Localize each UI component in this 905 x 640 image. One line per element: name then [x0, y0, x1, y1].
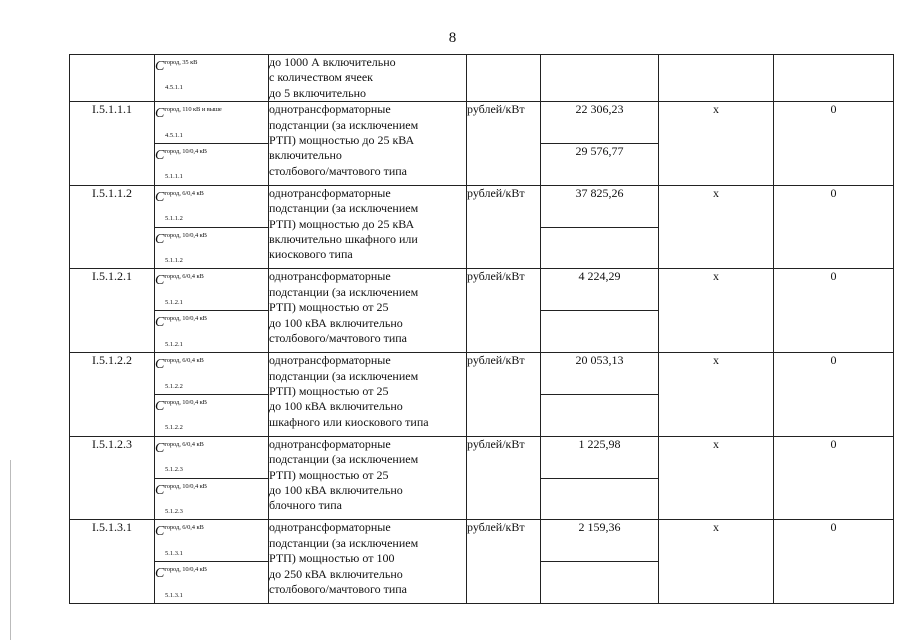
tariff-symbol: $C^{город, 110 кВ и выше}$ 4.5.1.1	[155, 106, 222, 139]
table-row	[70, 269, 894, 311]
tariff-symbol: $C^{город, 10/0,4 кВ}$ 5.1.1.1	[155, 148, 207, 181]
table-row	[70, 102, 894, 144]
code-cell	[70, 55, 155, 102]
description-cell: однотрансформаторные подстанции (за исключением РТП) мощностью от 25 до 100 кВА включительно блочного типа	[269, 436, 467, 520]
x-cell: х	[659, 436, 774, 520]
zero-cell: 0	[774, 353, 894, 437]
value-cell	[541, 55, 659, 102]
x-cell: х	[659, 353, 774, 437]
unit-cell: рублей/кВт	[467, 102, 541, 186]
table-row	[70, 436, 894, 478]
description-cell: до 1000 А включительно с количеством ячеек до 5 включительно	[269, 55, 467, 102]
symbol-cell	[155, 353, 269, 395]
value-cell	[541, 311, 659, 353]
value-cell: 1 225,98	[541, 436, 659, 478]
code-cell: I.5.1.2.1	[70, 269, 155, 353]
tariff-symbol: $C^{город, 10/0,4 кВ}$ 5.1.3.1	[155, 566, 207, 599]
value-cell: 22 306,23	[541, 102, 659, 144]
tariff-symbol: $C^{город, 10/0,4 кВ}$ 5.1.2.3	[155, 482, 207, 515]
zero-cell: 0	[774, 520, 894, 604]
symbol-cell	[155, 185, 269, 227]
x-cell: х	[659, 102, 774, 186]
table-row-top	[70, 55, 894, 102]
description-cell: однотрансформаторные подстанции (за исключением РТП) мощностью от 25 до 100 кВА включительно шкафного или киоскового типа	[269, 353, 467, 437]
x-cell: х	[659, 185, 774, 269]
zero-cell: 0	[774, 436, 894, 520]
value-cell	[541, 227, 659, 269]
unit-cell	[467, 55, 541, 102]
code-cell: I.5.1.1.2	[70, 185, 155, 269]
tariff-symbol: $C^{город, 6/0,4 кВ}$ 5.1.2.1	[155, 273, 204, 306]
description-cell: однотрансформаторные подстанции (за исключением РТП) мощностью от 100 до 250 кВА включительно столбового/мачтового типа	[269, 520, 467, 604]
symbol-cell	[155, 55, 269, 102]
x-cell: х	[659, 269, 774, 353]
symbol-cell	[155, 520, 269, 562]
unit-cell: рублей/кВт	[467, 185, 541, 269]
tariff-symbol: $C^{город, 35 кВ}$ 4.5.1.1	[155, 59, 198, 92]
description-cell: однотрансформаторные подстанции (за исключением РТП) мощностью до 25 кВА включительно столбового/мачтового типа	[269, 102, 467, 186]
code-cell: I.5.1.2.2	[70, 353, 155, 437]
value-cell	[541, 478, 659, 520]
symbol-cell	[155, 311, 269, 353]
symbol-cell	[155, 436, 269, 478]
symbol-cell	[155, 269, 269, 311]
tariff-symbol: $C^{город, 10/0,4 кВ}$ 5.1.2.1	[155, 315, 207, 348]
symbol-cell	[155, 562, 269, 604]
symbol-cell	[155, 102, 269, 144]
tariff-symbol: $C^{город, 6/0,4 кВ}$ 5.1.2.3	[155, 440, 204, 474]
value-cell: 29 576,77	[541, 144, 659, 186]
zero-cell	[774, 55, 894, 102]
table-row	[70, 353, 894, 395]
tariff-table	[69, 54, 894, 604]
unit-cell: рублей/кВт	[467, 269, 541, 353]
zero-cell: 0	[774, 269, 894, 353]
tariff-symbol: $C^{город, 10/0,4 кВ}$ 5.1.2.2	[155, 398, 207, 432]
value-cell: 2 159,36	[541, 520, 659, 562]
x-cell	[659, 55, 774, 102]
tariff-symbol: $C^{город, 6/0,4 кВ}$ 5.1.1.2	[155, 189, 204, 223]
symbol-cell	[155, 144, 269, 186]
tariff-symbol: $C^{город, 10/0,4 кВ}$ 5.1.1.2	[155, 231, 207, 265]
unit-cell: рублей/кВт	[467, 520, 541, 604]
value-cell: 20 053,13	[541, 353, 659, 395]
unit-cell: рублей/кВт	[467, 436, 541, 520]
table-row	[70, 520, 894, 562]
value-cell: 37 825,26	[541, 185, 659, 227]
scan-margin-line	[10, 460, 11, 640]
symbol-cell	[155, 227, 269, 269]
tariff-symbol: $C^{город, 6/0,4 кВ}$ 5.1.2.2	[155, 357, 204, 390]
x-cell: х	[659, 520, 774, 604]
tariff-symbol: $C^{город, 6/0,4 кВ}$ 5.1.3.1	[155, 524, 204, 557]
value-cell: 4 224,29	[541, 269, 659, 311]
symbol-cell	[155, 478, 269, 520]
description-cell: однотрансформаторные подстанции (за исключением РТП) мощностью от 25 до 100 кВА включительно столбового/мачтового типа	[269, 269, 467, 353]
value-cell	[541, 562, 659, 604]
code-cell: I.5.1.1.1	[70, 102, 155, 186]
code-cell: I.5.1.2.3	[70, 436, 155, 520]
zero-cell: 0	[774, 185, 894, 269]
unit-cell: рублей/кВт	[467, 353, 541, 437]
table-row	[70, 185, 894, 227]
description-cell: однотрансформаторные подстанции (за исключением РТП) мощностью до 25 кВА включительно шкафного или киоскового типа	[269, 185, 467, 269]
code-cell: I.5.1.3.1	[70, 520, 155, 604]
symbol-cell	[155, 394, 269, 436]
value-cell	[541, 394, 659, 436]
page-number: 8	[448, 30, 457, 46]
zero-cell: 0	[774, 102, 894, 186]
